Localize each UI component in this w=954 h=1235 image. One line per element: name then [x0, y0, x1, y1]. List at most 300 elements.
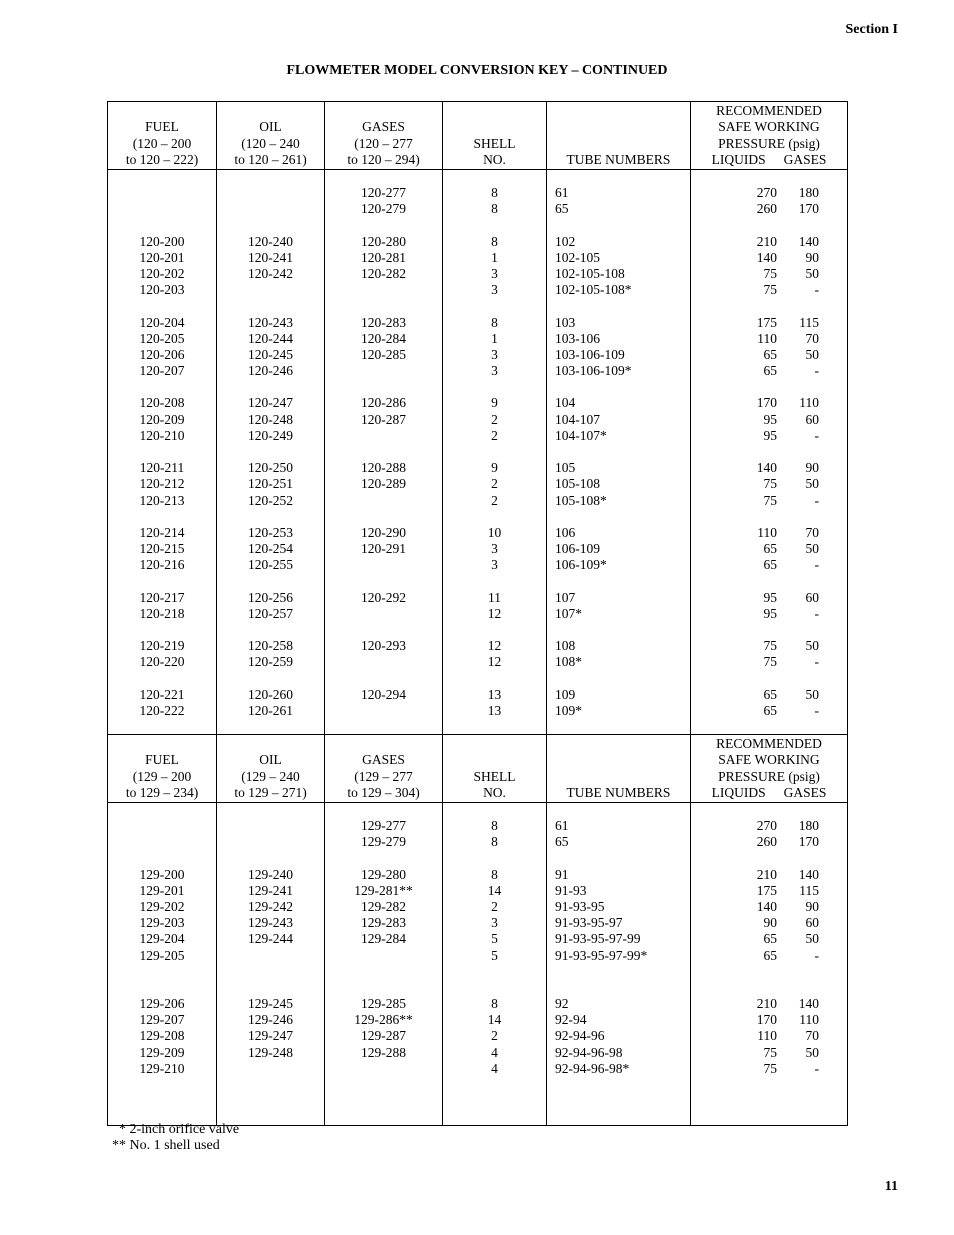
fuel-value: 129-209 [139, 1044, 185, 1060]
fuel-value: 120-212 [139, 476, 185, 492]
gases-value: 70 [805, 330, 819, 346]
gas-value: 120-284 [361, 330, 406, 346]
gas-value: 129-283 [361, 915, 406, 931]
fuel-value: 120-217 [139, 589, 185, 605]
shell-value: 3 [491, 541, 498, 557]
fuel-value: 120-213 [139, 492, 185, 508]
liquids-value: 75 [763, 476, 777, 492]
pressure-line [691, 1028, 847, 1044]
gases-value: 90 [805, 460, 819, 476]
table-body-row [108, 803, 848, 1126]
gases-value: - [814, 363, 819, 379]
fuel-value: 120-211 [139, 460, 185, 476]
group-gap [555, 217, 690, 233]
header-gases-line: to 120 – 294) [347, 151, 420, 167]
group-gap [325, 509, 442, 525]
gas-value: 129-287 [361, 1028, 406, 1044]
gas-value: 129-282 [361, 898, 406, 914]
gas-value: 120-277 [361, 185, 406, 200]
tube-value: 107 [555, 589, 576, 605]
liquids-value: 210 [756, 233, 777, 249]
header-gases [325, 735, 443, 803]
gases-col [325, 170, 443, 735]
group-gap [325, 444, 442, 460]
group-gap [325, 217, 442, 233]
liquids-value: 110 [757, 330, 777, 346]
gas-value: 120-279 [361, 201, 406, 217]
fuel-value: 120-200 [139, 233, 185, 249]
fuel-value: 120-203 [139, 282, 185, 298]
gas-value: 120-290 [361, 524, 406, 540]
header-gases-line: to 129 – 304) [347, 784, 420, 800]
oil-value: 120-243 [248, 314, 293, 330]
gas-value: 120-289 [361, 476, 406, 492]
group-gap [217, 574, 324, 590]
group-gap [325, 671, 442, 687]
header-fuel-line: to 129 – 234) [125, 784, 199, 800]
oil-value: 129-241 [248, 882, 293, 898]
gas-value: 120-283 [361, 314, 406, 330]
header-shell-line: NO. [483, 151, 506, 167]
fuel-value: 129-208 [139, 1028, 185, 1044]
group-gap [443, 574, 546, 590]
gases-value: 50 [805, 541, 819, 557]
gas-value [325, 948, 442, 964]
pressure-col-content [691, 170, 847, 719]
gases-value: 90 [805, 898, 819, 914]
header-fuel [108, 102, 217, 170]
header-oil [217, 102, 325, 170]
oil-value: 120-247 [248, 395, 293, 411]
gases-value: 60 [805, 589, 819, 605]
tube-value: 104 [555, 395, 576, 411]
fuel-value: 129-206 [139, 996, 185, 1012]
fuel-value: 129-205 [139, 947, 185, 963]
pressure-line [691, 395, 847, 411]
tube-value: 61 [555, 185, 569, 200]
gas-value [325, 282, 442, 298]
oil-value: 120-261 [248, 703, 293, 718]
gases-value: 170 [798, 834, 819, 850]
pressure-line [691, 687, 847, 703]
gas-value: 129-284 [361, 931, 406, 947]
shell-value: 2 [491, 411, 498, 427]
pressure-line [691, 282, 847, 298]
header-gases-sub: GASES [783, 151, 827, 167]
liquids-value: 175 [756, 314, 777, 330]
group-gap [555, 574, 690, 590]
group-gap [691, 622, 847, 638]
group-gap [443, 217, 546, 233]
group-gap [217, 217, 324, 233]
header-oil-line: to 129 – 271) [234, 784, 307, 800]
group-gap [555, 671, 690, 687]
gases-value: 50 [805, 931, 819, 947]
tube-value: 108 [555, 638, 576, 654]
fuel-value: 120-202 [139, 265, 185, 281]
pressure-line [691, 557, 847, 573]
gases-value: - [814, 1060, 819, 1076]
group-gap [217, 622, 324, 638]
oil-col [217, 170, 325, 735]
header-shell-line: SHELL [473, 768, 516, 784]
fuel-value: 120-210 [139, 427, 185, 443]
gases-value: - [814, 703, 819, 718]
pressure-line [691, 590, 847, 606]
group-gap [217, 509, 324, 525]
liquids-value: 65 [763, 703, 777, 718]
liquids-value: 260 [756, 834, 777, 850]
gases-value: 90 [805, 249, 819, 265]
gases-value: 110 [799, 1012, 819, 1028]
pressure-line [691, 867, 847, 883]
group-gap [555, 964, 690, 980]
oil-value: 120-250 [248, 460, 293, 476]
pressure-line [691, 703, 847, 719]
header-oil-line: to 120 – 261) [234, 151, 307, 167]
group-gap [217, 444, 324, 460]
liquids-value: 65 [763, 541, 777, 557]
header-gases-sub: GASES [783, 784, 827, 800]
header-fuel [108, 735, 217, 803]
gases-value: 140 [798, 996, 819, 1012]
liquids-value: 95 [763, 605, 777, 621]
shell-value: 8 [491, 834, 498, 850]
tube-value: 92-94-96 [555, 1028, 605, 1044]
liquids-value: 75 [763, 265, 777, 281]
group-gap [555, 980, 690, 996]
gases-value: 180 [798, 185, 819, 200]
gases-value: - [814, 557, 819, 573]
group-gap [443, 622, 546, 638]
group-gap [217, 980, 324, 996]
gases-col-content [325, 803, 442, 1077]
oil-value: 120-252 [248, 492, 293, 508]
liquids-value: 170 [756, 395, 777, 411]
tube-value: 65 [555, 201, 569, 217]
group-gap [443, 298, 546, 314]
tube-value: 92-94-96-98 [555, 1044, 623, 1060]
shell-value: 8 [491, 866, 498, 882]
gas-value: 120-293 [361, 638, 406, 654]
group-gap [443, 379, 546, 395]
gas-value: 120-287 [361, 411, 406, 427]
table-body-row [108, 170, 848, 735]
gas-value: 120-288 [361, 460, 406, 476]
header-tube-line: TUBE NUMBERS [566, 784, 671, 800]
liquids-value: 270 [756, 185, 777, 200]
header-oil-line: OIL [259, 752, 282, 768]
group-gap [691, 574, 847, 590]
gas-value: 120-292 [361, 589, 406, 605]
tube-value: 104-107 [555, 411, 600, 427]
gas-value: 120-286 [361, 395, 406, 411]
group-gap [108, 964, 216, 980]
gases-value: - [814, 654, 819, 670]
oil-value [217, 818, 324, 834]
liquids-value: 140 [756, 249, 777, 265]
shell-value: 1 [491, 330, 498, 346]
gas-value [325, 1061, 442, 1077]
gases-value: 50 [805, 1044, 819, 1060]
tube-value: 103 [555, 314, 576, 330]
header-shell-line: NO. [483, 784, 506, 800]
header-gases-line: GASES [362, 752, 405, 768]
liquids-value: 270 [756, 818, 777, 833]
oil-value: 120-255 [248, 557, 293, 573]
group-gap [325, 850, 442, 866]
group-gap [108, 379, 216, 395]
tube-value: 109* [555, 703, 582, 718]
shell-value: 3 [491, 346, 498, 362]
group-gap [108, 671, 216, 687]
shell-value: 1 [491, 249, 498, 265]
tube-value: 103-106 [555, 330, 600, 346]
fuel-col-content [108, 170, 216, 719]
group-gap [325, 379, 442, 395]
fuel-col [108, 803, 217, 1126]
group-gap [443, 850, 546, 866]
fuel-value: 120-216 [139, 557, 185, 573]
liquids-value: 95 [763, 589, 777, 605]
shell-value: 5 [491, 931, 498, 947]
table-header-row [108, 735, 848, 803]
pressure-line [691, 250, 847, 266]
shell-value: 2 [491, 476, 498, 492]
fuel-col [108, 170, 217, 735]
group-gap [325, 964, 442, 980]
shell-value: 3 [491, 363, 498, 379]
liquids-value: 90 [763, 915, 777, 931]
gases-value: 50 [805, 476, 819, 492]
shell-value: 8 [491, 996, 498, 1012]
group-gap [555, 444, 690, 460]
gases-value: 70 [805, 1028, 819, 1044]
oil-value: 120-245 [248, 346, 293, 362]
tube-value: 102-105-108 [555, 265, 625, 281]
shell-col-content [443, 803, 546, 1077]
pressure-line [691, 363, 847, 379]
shell-value: 10 [487, 524, 502, 540]
header-oil-line: (120 – 240 [241, 135, 300, 151]
shell-value: 11 [488, 589, 501, 605]
oil-value: 120-253 [248, 524, 293, 540]
fuel-value: 129-204 [139, 931, 185, 947]
oil-value: 120-257 [248, 605, 293, 621]
oil-value [217, 185, 324, 201]
oil-value [217, 948, 324, 964]
fuel-value: 120-209 [139, 411, 185, 427]
group-gap [325, 980, 442, 996]
group-gap [555, 622, 690, 638]
gas-value [325, 493, 442, 509]
pressure-line [691, 347, 847, 363]
shell-value: 2 [491, 898, 498, 914]
shell-value: 12 [487, 638, 502, 654]
liquids-value: 95 [763, 411, 777, 427]
pressure-line [691, 948, 847, 964]
tube-value: 103-106-109* [555, 363, 632, 379]
fuel-value: 120-208 [139, 395, 185, 411]
header-pressure [691, 102, 848, 170]
tube-value: 106-109 [555, 541, 600, 557]
fuel-value: 129-210 [139, 1060, 185, 1076]
group-gap [691, 671, 847, 687]
tube-value: 102-105 [555, 249, 600, 265]
group-gap [108, 509, 216, 525]
fuel-value: 120-201 [139, 249, 185, 265]
gas-value: 120-281 [361, 249, 406, 265]
group-gap [555, 379, 690, 395]
gases-value: 170 [798, 201, 819, 217]
fuel-value: 129-207 [139, 1012, 185, 1028]
gases-col-content [325, 170, 442, 719]
gases-value: 50 [805, 686, 819, 702]
tube-value: 109 [555, 686, 576, 702]
liquids-value: 260 [756, 201, 777, 217]
header-fuel-line: (129 – 200 [132, 768, 192, 784]
pressure-line [691, 331, 847, 347]
oil-value: 120-254 [248, 541, 293, 557]
oil-value: 120-259 [248, 654, 293, 670]
header-pressure-line: PRESSURE (psig) [718, 135, 820, 151]
fuel-value: 120-205 [139, 330, 185, 346]
liquids-value: 75 [763, 492, 777, 508]
pressure-col [691, 170, 848, 735]
pressure-line [691, 541, 847, 557]
fuel-value: 129-200 [139, 866, 185, 882]
oil-value [217, 282, 324, 298]
oil-value: 129-246 [248, 1012, 293, 1028]
liquids-value: 110 [757, 1028, 777, 1044]
pressure-line [691, 460, 847, 476]
header-shell [443, 735, 547, 803]
shell-value: 13 [487, 703, 502, 718]
gas-value: 120-280 [361, 233, 406, 249]
gases-value: 50 [805, 346, 819, 362]
oil-value: 120-249 [248, 427, 293, 443]
tube-value: 91-93 [555, 882, 587, 898]
oil-value: 129-243 [248, 915, 293, 931]
header-fuel-line: FUEL [145, 752, 179, 768]
header-pressure-line: PRESSURE (psig) [718, 768, 820, 784]
oil-value [217, 201, 324, 217]
table-header-row [108, 102, 848, 170]
tube-col-content [555, 803, 690, 1077]
group-gap [691, 980, 847, 996]
header-pressure-line: SAFE WORKING [718, 752, 820, 768]
group-gap [691, 964, 847, 980]
group-gap [691, 217, 847, 233]
fuel-value: 129-202 [139, 898, 185, 914]
group-gap [691, 444, 847, 460]
shell-value: 9 [491, 395, 498, 411]
oil-value [217, 1061, 324, 1077]
shell-value: 5 [491, 947, 498, 963]
pressure-line [691, 996, 847, 1012]
gases-value: 60 [805, 411, 819, 427]
oil-value: 120-241 [248, 249, 293, 265]
gases-value: - [814, 605, 819, 621]
gases-value: 60 [805, 915, 819, 931]
oil-value: 129-248 [248, 1044, 293, 1060]
gas-value [325, 606, 442, 622]
header-liquids: LIQUIDS [711, 784, 766, 800]
header-pressure-sub [691, 785, 847, 801]
tube-value: 104-107* [555, 427, 607, 443]
pressure-line [691, 1061, 847, 1077]
pressure-line [691, 185, 847, 201]
liquids-value: 170 [756, 1012, 777, 1028]
page-title: FLOWMETER MODEL CONVERSION KEY – CONTINUED [286, 63, 668, 78]
header-gases-line: (129 – 277 [354, 768, 413, 784]
gases-value: - [814, 492, 819, 508]
gases-value: 50 [805, 265, 819, 281]
tube-col [547, 803, 691, 1126]
fuel-value: 120-215 [139, 541, 185, 557]
pressure-line [691, 493, 847, 509]
oil-value: 129-245 [248, 996, 293, 1012]
oil-value: 120-251 [248, 476, 293, 492]
gases-value: 70 [805, 524, 819, 540]
group-gap [443, 671, 546, 687]
fuel-value: 129-203 [139, 915, 185, 931]
group-gap [217, 379, 324, 395]
pressure-line [691, 525, 847, 541]
fuel-value: 120-204 [139, 314, 185, 330]
pressure-line [691, 234, 847, 250]
tube-value: 91 [555, 866, 569, 882]
group-gap [443, 964, 546, 980]
liquids-value: 65 [763, 931, 777, 947]
fuel-value [108, 818, 216, 834]
tube-col-content [555, 170, 690, 719]
group-gap [555, 298, 690, 314]
liquids-value: 75 [763, 638, 777, 654]
pressure-line [691, 428, 847, 444]
header-fuel-line: to 120 – 222) [125, 151, 199, 167]
gas-value [325, 654, 442, 670]
header-tube [547, 735, 691, 803]
fuel-value: 129-201 [139, 882, 185, 898]
tube-value: 106-109* [555, 557, 607, 573]
header-gases-line: (120 – 277 [354, 135, 413, 151]
page-number: 11 [884, 1179, 898, 1194]
header-shell-line: SHELL [473, 135, 516, 151]
fuel-value [108, 185, 216, 201]
liquids-value: 175 [756, 882, 777, 898]
shell-value: 12 [487, 605, 502, 621]
header-fuel-line: (120 – 200 [132, 135, 192, 151]
tube-value: 102 [555, 233, 576, 249]
pressure-col-content [691, 803, 847, 1077]
section-label: Section I [845, 22, 898, 37]
shell-value: 3 [491, 915, 498, 931]
liquids-value: 65 [763, 557, 777, 573]
header-tube [547, 102, 691, 170]
shell-value: 2 [491, 492, 498, 508]
shell-value: 13 [487, 686, 502, 702]
shell-value: 14 [487, 1012, 502, 1028]
header-tube-line: TUBE NUMBERS [566, 151, 671, 167]
oil-value: 120-248 [248, 411, 293, 427]
shell-value: 8 [491, 314, 498, 330]
pressure-line [691, 266, 847, 282]
gas-value: 120-285 [361, 346, 406, 362]
tube-value: 106 [555, 524, 576, 540]
header-pressure-line: RECOMMENDED [716, 736, 822, 752]
liquids-value: 210 [756, 996, 777, 1012]
